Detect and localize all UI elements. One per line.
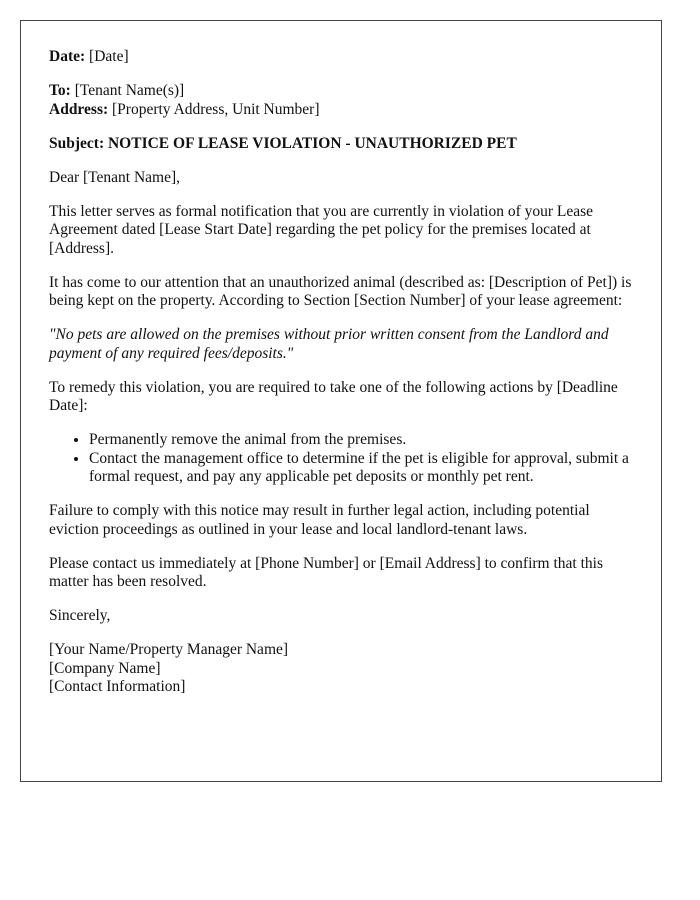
recipient-block xyxy=(49,82,633,119)
paragraph-notification: This letter serves as formal notification that you are currently in violation of your Lease Agreement dated [Lease Start Date] regarding the pet policy for the premises located at [Address]. xyxy=(49,202,594,257)
subject-line xyxy=(49,135,633,154)
action-item: • Contact the management office to determine if the pet is eligible for approval, submit a formal request, and pay any applicable pet deposits or monthly pet rent. xyxy=(89,450,633,487)
signer-name: [Your Name/Property Manager Name] xyxy=(49,641,289,658)
address-value: [Property Address, Unit Number] xyxy=(112,100,320,118)
paragraph-remedy: To remedy this violation, you are required to take one of the following actions by [Deadline Date]: xyxy=(49,378,618,414)
subject-value: NOTICE OF LEASE VIOLATION - UNAUTHORIZED PET xyxy=(107,134,517,152)
contact-information: [Contact Information] xyxy=(49,678,186,695)
action-list xyxy=(49,431,633,487)
signoff: Sincerely, xyxy=(49,607,111,624)
paragraph-violation: It has come to our attention that an unauthorized animal (described as: [Description of Pet]) is being kept on the property. According to Section [Section Number] of your lease agreement: xyxy=(49,273,632,309)
date-label: Date: xyxy=(49,48,86,65)
to-label: To: xyxy=(49,82,71,99)
signature-block xyxy=(49,641,633,697)
salutation: Dear [Tenant Name], xyxy=(49,168,181,186)
address-label: Address: xyxy=(49,100,109,118)
action-item: • Permanently remove the animal from the premises. xyxy=(89,431,633,450)
date-line xyxy=(49,48,633,67)
paragraph-contact: Please contact us immediately at [Phone Number] or [Email Address] to confirm that this matter has been resolved. xyxy=(49,554,603,590)
paragraph-consequences: Failure to comply with this notice may result in further legal action, including potential eviction proceedings as outlined in your lease and local landlord-tenant laws. xyxy=(49,502,590,538)
to-value: [Tenant Name(s)] xyxy=(74,82,185,99)
date-value: [Date] xyxy=(89,48,129,65)
letter xyxy=(20,20,662,782)
subject-label: Subject: xyxy=(49,134,105,152)
company-name: [Company Name] xyxy=(49,659,161,677)
lease-quote: "No pets are allowed on the premises without prior written consent from the Landlord and payment of any required fees/deposits." xyxy=(49,326,609,362)
